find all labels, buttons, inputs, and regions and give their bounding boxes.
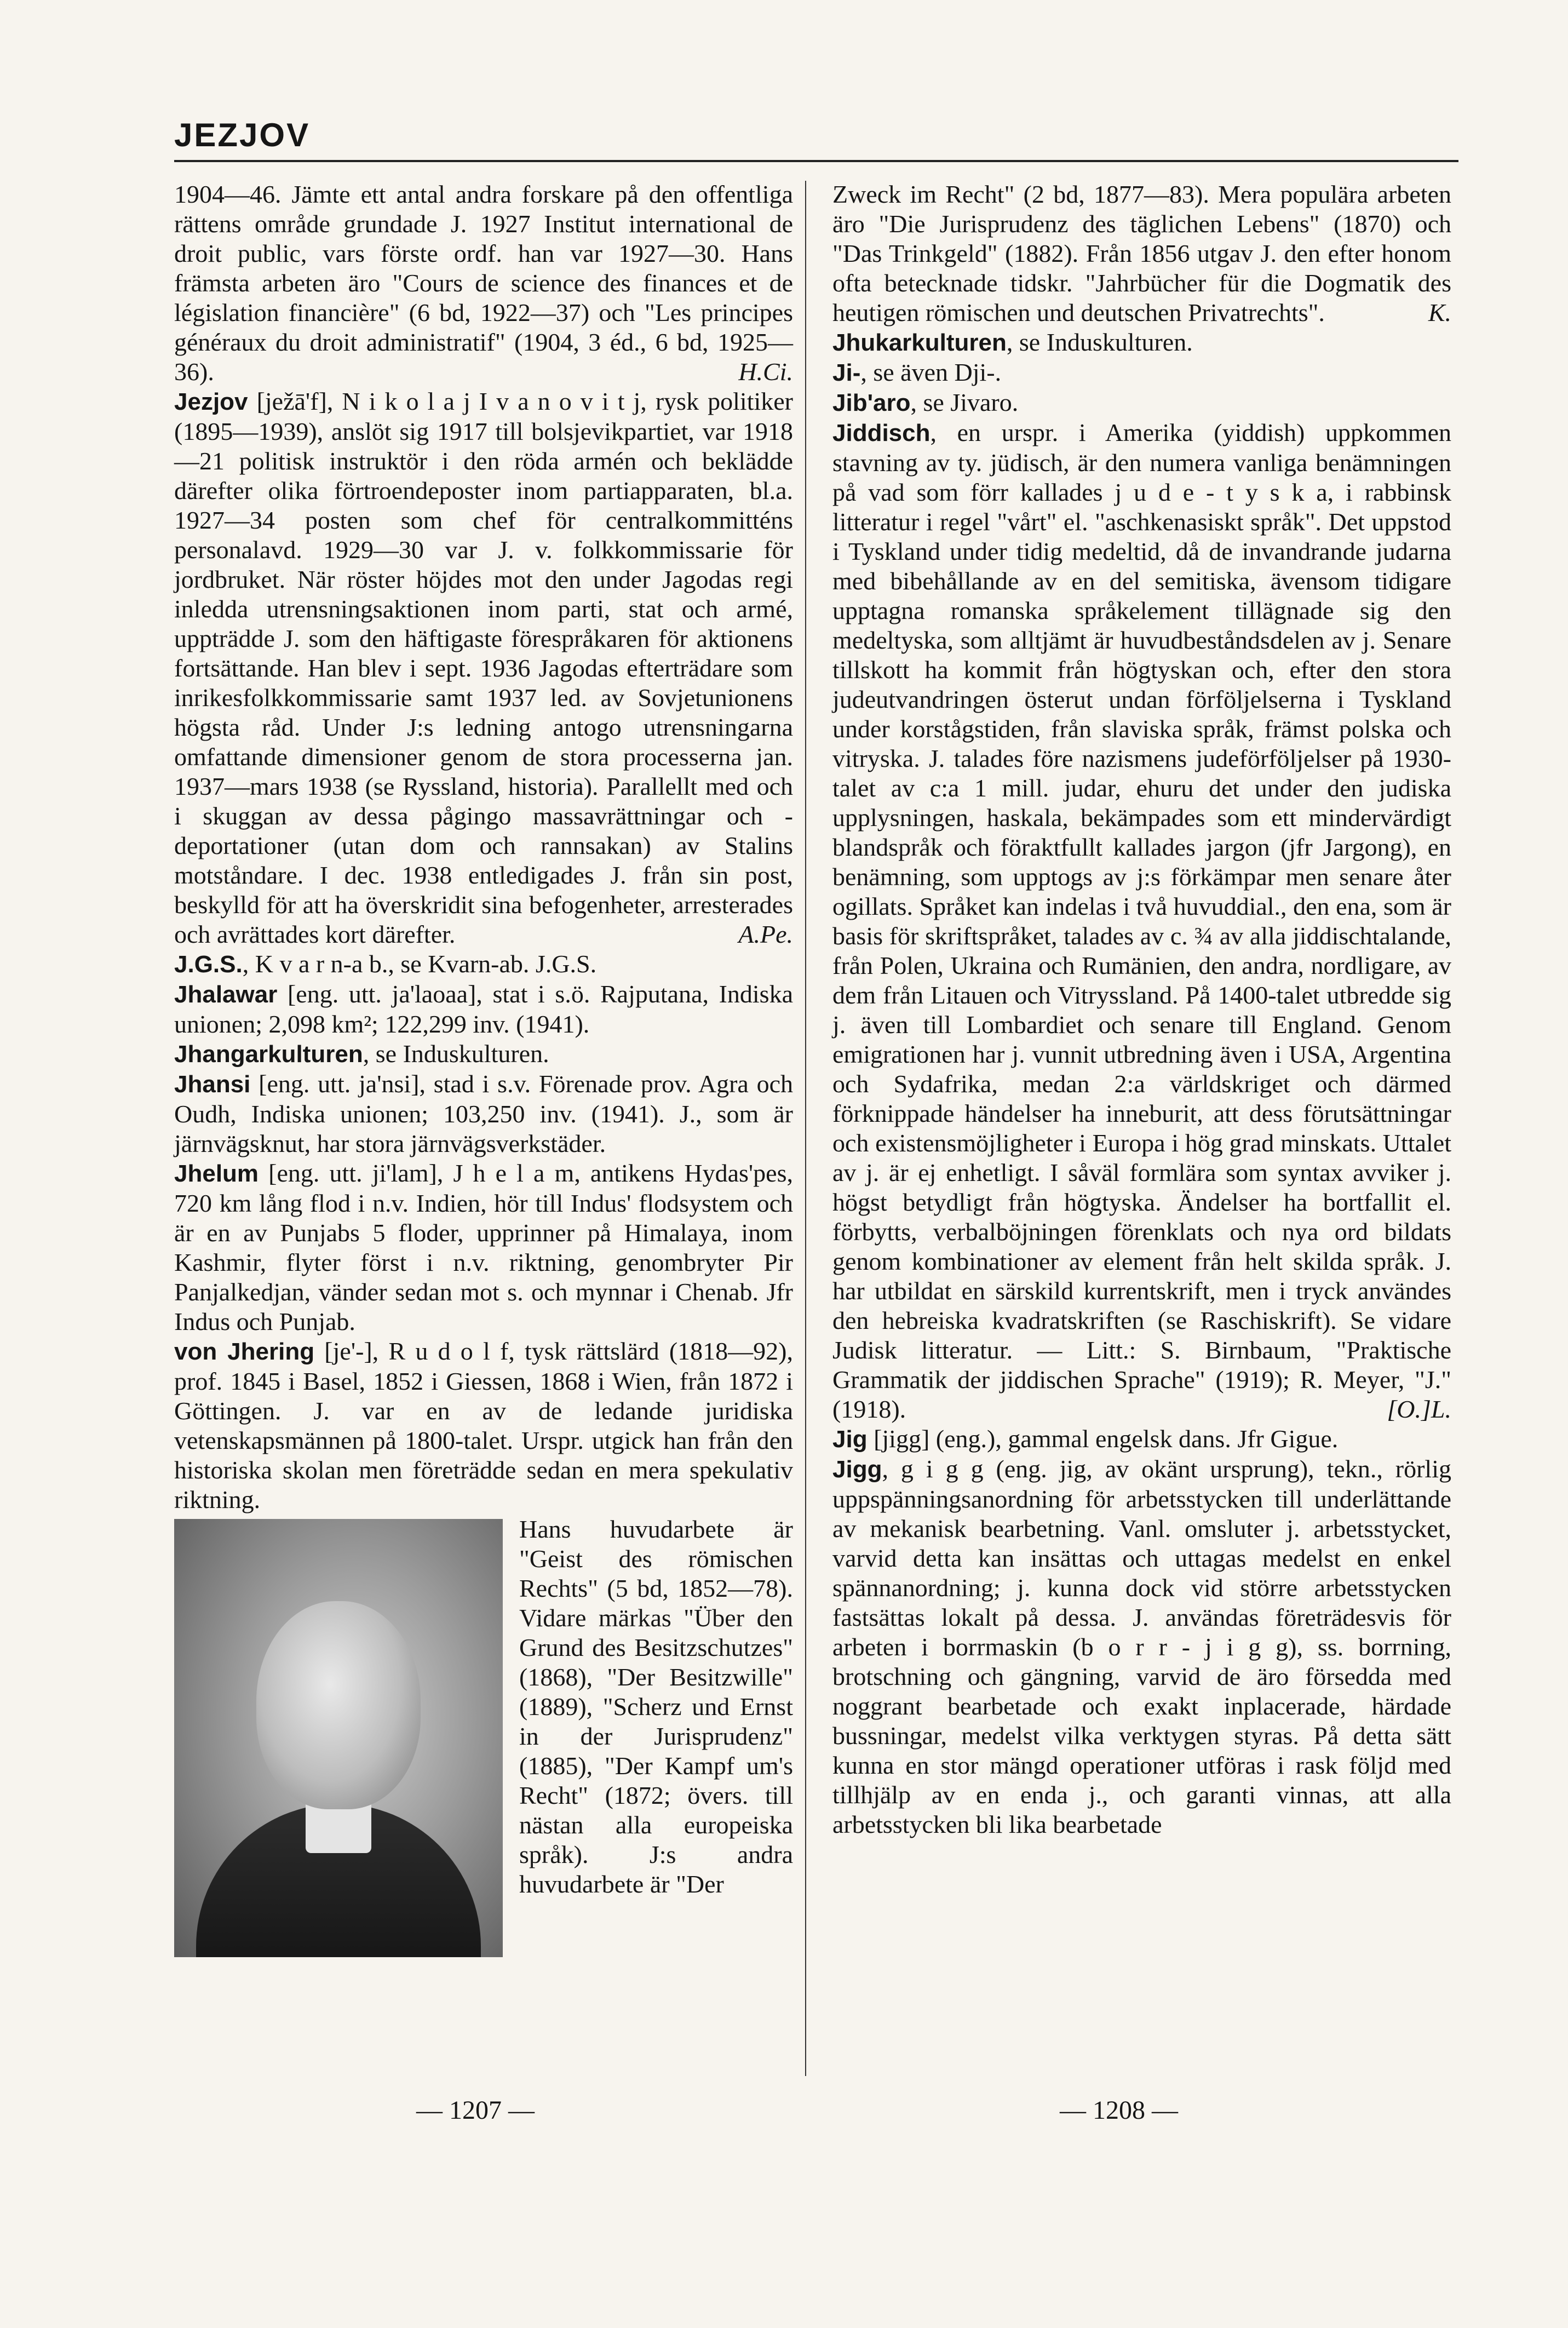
entry-text: [eng. utt. ji'lam], J h e l a m, antikens Hydas'pes, 720 km lång flod i n.v. Indien, hör till Indus' flodsystem och är en av Punjabs 5 floder, upprinner på Himalaya, inom Kashmir, flyter först i n.v. riktning, genombryter Pir Panjalkedjan, vänder sedan mot s. och mynnar i Chenab. Jfr Indus och Punjab. [174,1159,793,1335]
portrait-block [174,1515,793,1899]
portrait-face [256,1601,421,1809]
entry-jigg [832,1454,1451,1839]
entry-continuation [174,180,793,387]
entry-jgs [174,949,793,979]
headword: Jhalawar [174,981,278,1008]
entry-jhangarkulturen [174,1039,793,1069]
entry-text: [ježā'f], N i k o l a j I v a n o v i t j, rysk politiker (1895—1939), anslöt sig 1917 till bolsjevikpartiet, var 1918—21 politisk instruktör i den röda armén och beklädde därefter olika förtroendeposter inom partiapparaten, bl.a. 1927—34 posten som chef för centralkommitténs personalavd. 1929—30 var J. v. folkkommissarie för jordbruket. När röster höjdes mot den under Jagodas regi inledda utrensningsaktionen inom parti, stat och armé, uppträdde J. som den häftigaste förespråkaren för aktionens fortsättande. Han blev i sept. 1936 Jagodas efterträdare som inrikesfolkkommissarie samt 1937 led. av Sovjetunionens högsta råd. Under J:s ledning antogo utrensningarna omfattande dimensioner genom de stora processerna jan. 1937—mars 1938 (se Ryssland, historia). Parallellt med och i skuggan av dessa pågingo massavrättningar och -deportationer (utan dom och rannsakan) av Stalins motståndare. I dec. 1938 entledigades J. från sin post, beskylld för att ha överskridit sina befogenheter, arresterades och avrättades kort därefter. [174,387,793,948]
entry-ji [832,358,1451,388]
headword: Jhukarkulturen [832,329,1007,356]
author-signature: A.Pe. [738,920,793,948]
page-number-right: — 1208 — [1060,2096,1178,2125]
headword: von Jhering [174,1338,315,1365]
entry-jig [832,1424,1451,1454]
page-number-left: — 1207 — [416,2096,535,2125]
entry-text: [eng. utt. ja'laoaa], stat i s.ö. Rajputana, Indiska unionen; 2,098 km²; 122,299 inv. (1941). [174,980,793,1038]
right-column [832,180,1451,1839]
author-signature: H.Ci. [738,358,793,386]
headword: Jhangarkulturen [174,1041,363,1068]
entry-text: , se Jivaro. [910,388,1019,416]
entry-jhukarkulturen [832,328,1451,358]
entry-text: , K v a r n-a b., se Kvarn-ab. J.G.S. [242,950,597,978]
entry-text: , se Induskulturen. [1006,328,1193,356]
entry-continuation [832,180,1451,328]
entry-text: [je'-], R u d o l f, tysk rättslärd (1818—92), prof. 1845 i Basel, 1852 i Giessen, 1868 i Wien, från 1872 i Göttingen. J. var en av de ledande juridiska vetenskapsmännen på 1800-talet. Urspr. utgick han från den historiska skolan men företrädde sedan en mera spekulativ riktning. [174,1337,793,1513]
author-signature: K. [1428,299,1451,326]
headword: Jhelum [174,1160,259,1187]
headword: Jezjov [174,388,248,415]
entry-von-jhering [174,1337,793,1515]
left-column [174,180,793,1963]
entry-jhansi [174,1069,793,1159]
headword: Jib'aro [832,389,911,416]
entry-jibaro [832,388,1451,418]
entry-jhalawar [174,979,793,1039]
entry-text: 1904—46. Jämte ett antal andra forskare på den offentliga rättens område grundade J. 1927 Institut international de droit public, vars förste ordf. han var 1927—30. Hans främsta arbeten äro "Cours de science des finances et de législation financière" (6 bd, 1922—37) och "Les principes généraux du droit administratif" (1904, 3 éd., 6 bd, 1925—36). [174,180,793,386]
entry-text: , se Induskulturen. [363,1040,549,1068]
headword: Jhansi [174,1071,251,1098]
running-head: JEZJOV [174,117,311,153]
entry-text: Hans huvudarbete är "Geist des römischen Rechts" (5 bd, 1852—78). Vidare märkas "Über den Grund des Besitzschutzes" (1868), "Der Besitzwille" (1889), "Scherz und Ernst in der Jurisprudenz" (1885), "Der Kampf um's Recht" (1872; övers. till nästan alla europeiska språk). J:s andra huvudarbete är "Der [519,1515,793,1898]
entry-text: [eng. utt. ja'nsi], stad i s.v. Förenade prov. Agra och Oudh, Indiska unionen; 103,250 inv. (1941). J., som är järnvägsknut, har stora järnvägsverkstäder. [174,1070,793,1157]
entry-text: [jigg] (eng.), gammal engelsk dans. Jfr Gigue. [867,1425,1339,1453]
entry-text: , se även Dji-. [860,358,1002,386]
entry-text: Zweck im Recht" (2 bd, 1877—83). Mera populära arbeten äro "Die Jurisprudenz des täglichen Lebens" (1870) och "Das Trinkgeld" (1882). Från 1856 utgav J. den efter honom ofta betecknade tidskr. "Jahrbücher für die Dogmatik des heutigen römischen und deutschen Privatrechts". [832,180,1451,326]
headword: Jig [832,1426,868,1453]
headword: Ji- [832,359,861,386]
entry-jhelum [174,1159,793,1337]
entry-jezjov [174,387,793,949]
entry-text: , g i g g (eng. jig, av okänt ursprung), tekn., rörlig uppspänningsanordning för arbetsstycken till underlättande av mekanisk bearbetning. Vanl. omsluter j. arbetsstycket, varvid detta kan insättas och uttagas medelst en enkel spännanordning; j. kunna dock vid större arbetsstycken fastsättas lokalt på dessa. J. användas företrädesvis för arbeten i borrmaskin (b o r r - j i g g), ss. borrning, brotschning och gängning, varvid de äro försedda med noggrant bearbetade och exakt inplacerade, härdade bussningar, medelst vilka verktygen styras. På detta sätt kunna en stor mängd operationer utföras i rask följd med tillhjälp av en enda j., och garanti vinnas, att alla arbetsstycken bli lika bearbetade [832,1455,1451,1838]
column-divider [805,181,806,2076]
headword: J.G.S. [174,951,243,978]
portrait-photo [174,1519,503,1957]
author-signature: [O.]L. [1387,1395,1451,1423]
headword: Jigg [832,1456,882,1483]
entry-text: , en urspr. i Amerika (yiddish) uppkommen stavning av ty. jüdisch, är den numera vanliga benämningen på vad som förr kallades j u d e - t y s k a, i rabbinsk litteratur i regel "vårt" el. "aschkenasiskt språk". Det uppstod i Tyskland under tidig medeltid, då de invandrande judarna med bibehållande av en del semitiska, ävensom tidigare upptagna romanska språkelement tillägnade sig den medeltyska, som alltjämt är huvudbeståndsdelen av j. Senare tillskott ha kommit från högtyskan och, efter den stora judeutvandringen österut undan förföljelserna i Tyskland under korstågstiden, från slaviska språk, främst polska och vitryska. J. talades före nazismens judeförföljelser på 1930-talet av c:a 1 mill. judar, ehuru det under den judiska upplysningen, haskala, bekämpades som ett mindervärdigt blandspråk och föraktfullt kallades jargon (jfr Jargong), en benämning, som upptogs av j:s förkämpar men senare åter ogillats. Språket kan indelas i två huvuddial., den ena, som är basis för skriftspråket, talades av c. ¾ av alla jiddischtalande, från Polen, Ukraina och Rumänien, den andra, nordligare, av dem från Litauen och Vitryssland. På 1400-talet utbredde sig j. även till Lombardiet och senare till England. Genom emigrationen har j. vunnit utbredning även i USA, Argentina och Sydafrika, medan 2:a världskriget och därmed förknippade händelser ha inneburit, att dess förutsättningar och existensmöjligheter i Europa i hög grad minskats. Uttalet av j. är ej enhetligt. I såväl formlära som syntax avviker j. högst betydligt från högtyska. Ändelser ha bortfallit el. förbytts, verbalböjningen förenklats och nya ord bildats genom kombinationer av element från helt skilda språk. J. har utbildat en särskild kurrentskrift, men i tryck användes den hebreiska kvadratskriften (se Raschiskrift). Se vidare Judisk litteratur. — Litt.: S. Birnbaum, "Praktische Grammatik der jiddischen Sprache" (1919); R. Meyer, "J." (1918). [832,418,1451,1423]
entry-jiddisch [832,418,1451,1424]
headword: Jiddisch [832,420,931,446]
header-rule [174,160,1458,162]
